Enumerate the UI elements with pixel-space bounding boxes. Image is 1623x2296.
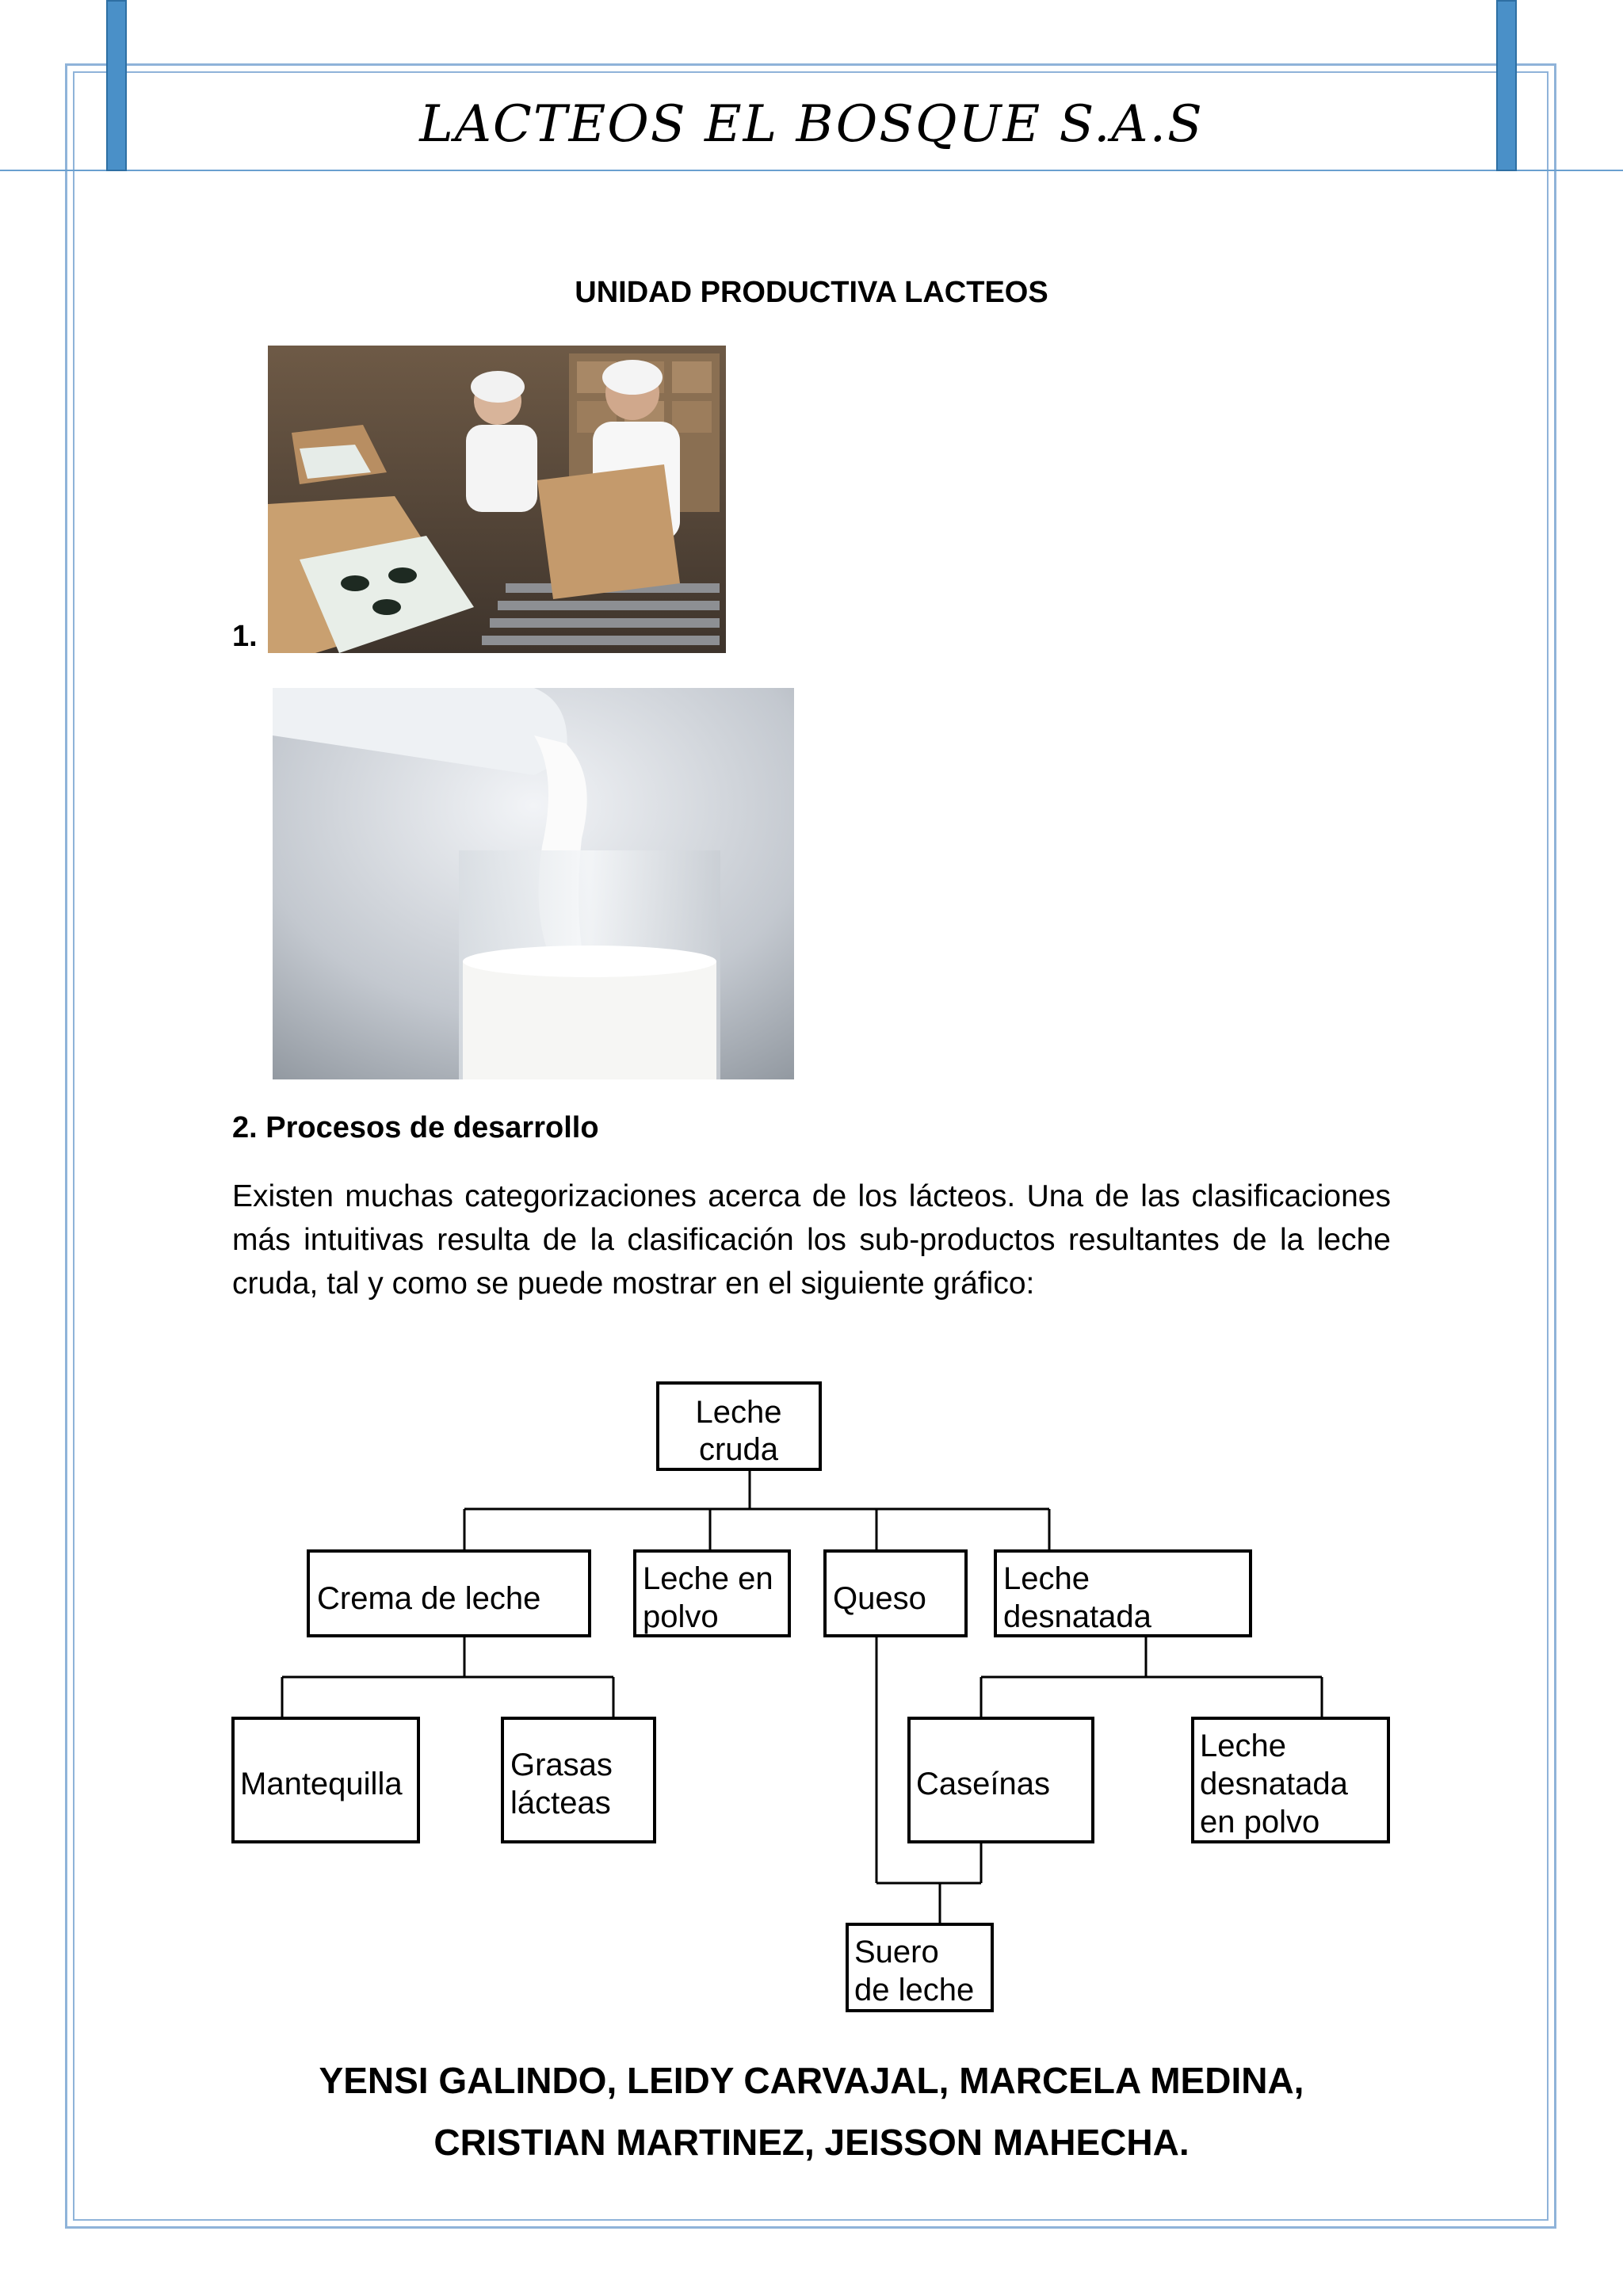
unit-title: UNIDAD PRODUCTIVA LACTEOS bbox=[575, 276, 1048, 309]
authors-line-1: YENSI GALINDO, LEIDY CARVAJAL, MARCELA MEDINA, bbox=[319, 2060, 1304, 2101]
node-label: lácteas bbox=[510, 1786, 611, 1820]
node-label: polvo bbox=[643, 1599, 719, 1634]
node-label: Suero bbox=[854, 1935, 939, 1969]
diagram-connectors bbox=[282, 1469, 1322, 1924]
node-label: Queso bbox=[833, 1581, 926, 1616]
authors-line-2: CRISTIAN MARTINEZ, JEISSON MAHECHA. bbox=[433, 2122, 1190, 2163]
node-label: Leche en bbox=[643, 1561, 773, 1596]
header-title: LACTEOS EL BOSQUE S.A.S bbox=[419, 95, 1204, 154]
node-label: desnatada bbox=[1003, 1599, 1151, 1634]
node-label: en polvo bbox=[1200, 1805, 1320, 1839]
node-label: Crema de leche bbox=[317, 1581, 541, 1616]
node-label: de leche bbox=[854, 1973, 975, 2008]
node-label: Caseínas bbox=[916, 1767, 1050, 1801]
section2-heading: 2. Procesos de desarrollo bbox=[232, 1111, 599, 1144]
authors bbox=[0, 2050, 1623, 2173]
node-label: Mantequilla bbox=[240, 1767, 403, 1801]
node-label: Leche bbox=[1200, 1729, 1286, 1763]
node-label: Leche bbox=[1003, 1561, 1090, 1596]
node-label: Leche bbox=[695, 1395, 782, 1430]
node-label: Grasas bbox=[510, 1748, 613, 1782]
section2-paragraph: Existen muchas categorizaciones acerca de los lácteos. Una de las clasificaciones más intuitivas resulta de la clasificación los sub-productos resultantes de la leche cruda, tal y como se puede mostrar en el siguiente gráfico: bbox=[232, 1179, 1391, 1301]
section1-number: 1. bbox=[232, 620, 258, 653]
diagram-labels bbox=[240, 1395, 1349, 2008]
node-label: cruda bbox=[698, 1432, 779, 1467]
node-label: desnatada bbox=[1200, 1767, 1348, 1801]
